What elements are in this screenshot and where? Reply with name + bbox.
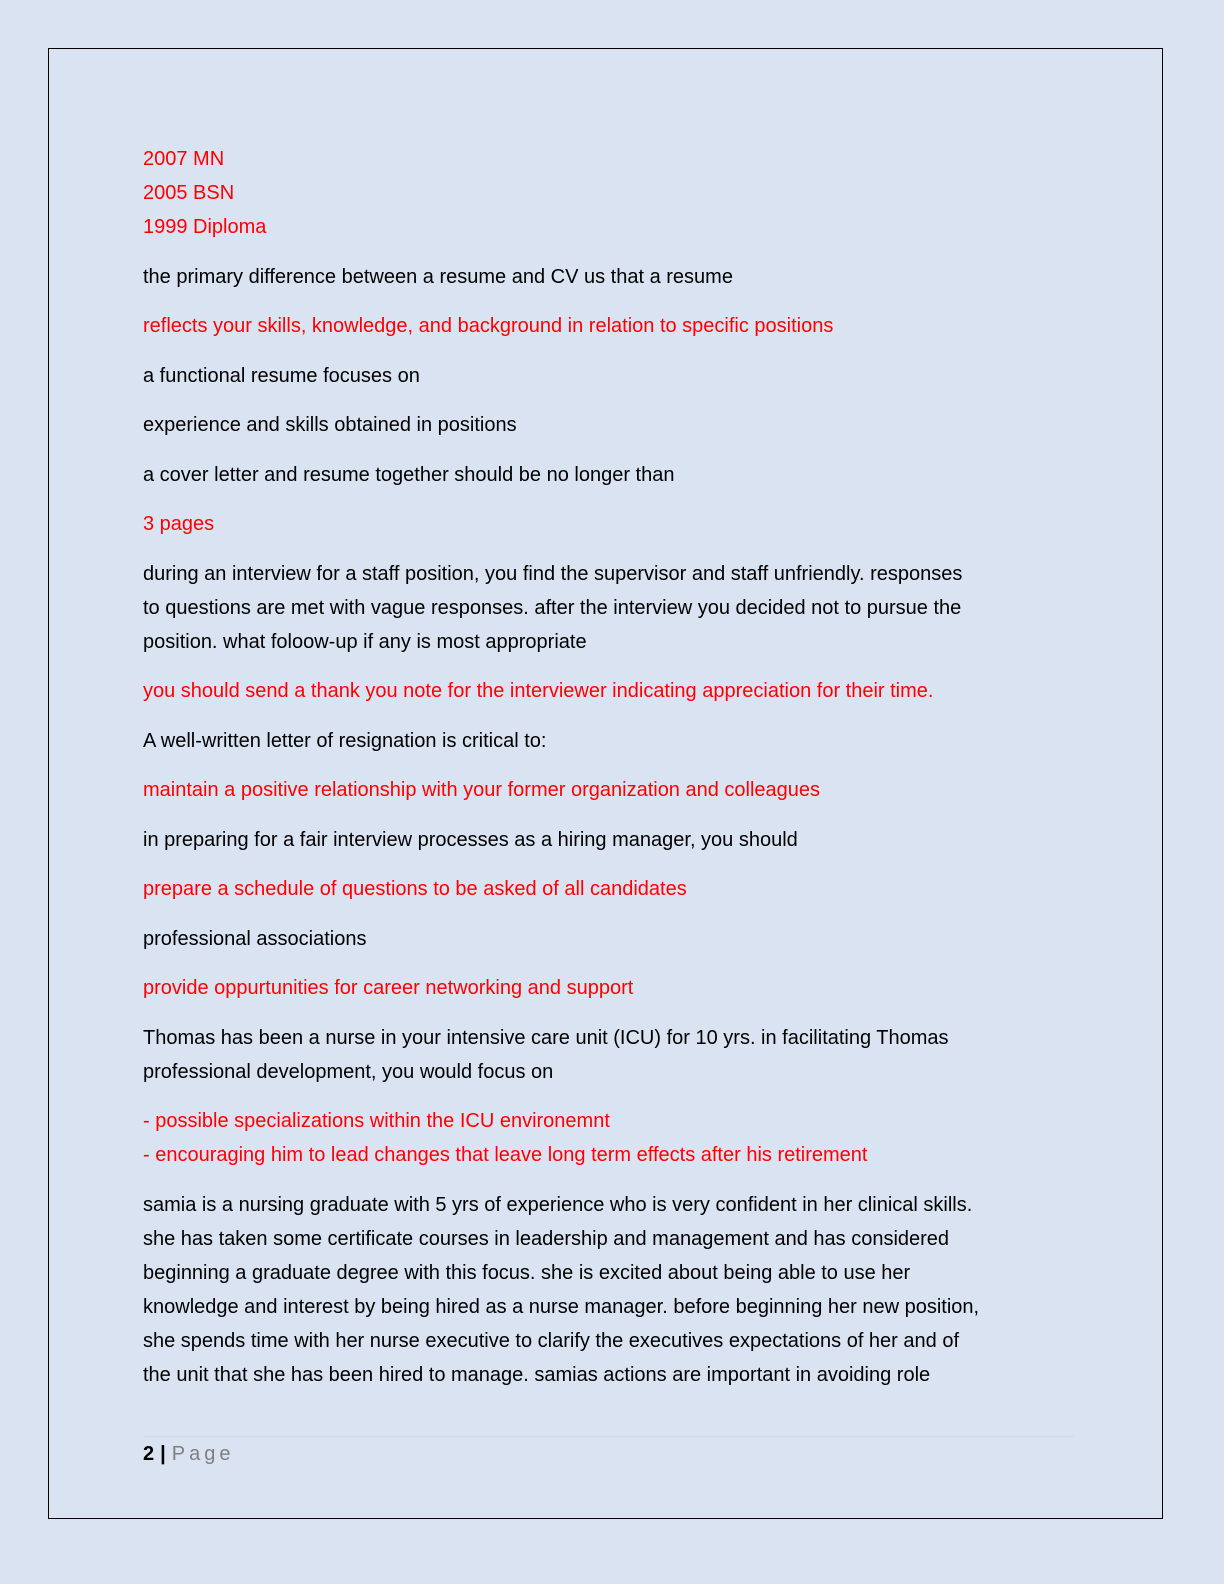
question-paragraph bbox=[143, 922, 1078, 956]
question-paragraph bbox=[143, 557, 1078, 659]
answer-paragraph bbox=[143, 773, 1078, 807]
text-line: - encouraging him to lead changes that leave long term effects after his retirement bbox=[143, 1144, 868, 1166]
question-paragraph bbox=[143, 260, 1078, 294]
text-line: 3 pages bbox=[143, 513, 215, 535]
question-paragraph bbox=[143, 458, 1078, 492]
text-line: a functional resume focuses on bbox=[143, 364, 420, 387]
page-footer bbox=[143, 1438, 234, 1470]
text-line: professional associations bbox=[143, 927, 367, 950]
text-line: professional development, you would focus on bbox=[143, 1060, 554, 1083]
question-paragraph bbox=[143, 724, 1078, 758]
text-line: - possible specializations within the ICU environemnt bbox=[143, 1110, 610, 1132]
text-line: position. what foloow-up if any is most appropriate bbox=[143, 630, 587, 653]
text-line: 2007 MN bbox=[143, 148, 225, 170]
question-paragraph bbox=[143, 1021, 1078, 1089]
question-paragraph bbox=[143, 408, 1078, 442]
answer-paragraph bbox=[143, 142, 1078, 244]
text-line: the unit that she has been hired to manage. samias actions are important in avoiding role bbox=[143, 1363, 931, 1386]
text-line: in preparing for a fair interview processes as a hiring manager, you should bbox=[143, 828, 798, 851]
text-line: A well-written letter of resignation is critical to: bbox=[143, 729, 547, 752]
text-line: 2005 BSN bbox=[143, 182, 235, 204]
text-line: she spends time with her nurse executive to clarify the executives expectations of her and of bbox=[143, 1329, 959, 1352]
answer-paragraph bbox=[143, 309, 1078, 343]
text-line: beginning a graduate degree with this focus. she is excited about being able to use her bbox=[143, 1261, 911, 1284]
answer-paragraph bbox=[143, 971, 1078, 1005]
text-line: during an interview for a staff position, you find the supervisor and staff unfriendly. responses bbox=[143, 562, 963, 585]
text-line: experience and skills obtained in positions bbox=[143, 414, 517, 436]
text-line: prepare a schedule of questions to be asked of all candidates bbox=[143, 878, 687, 900]
answer-paragraph bbox=[143, 507, 1078, 541]
answer-paragraph bbox=[143, 872, 1078, 906]
question-paragraph bbox=[143, 359, 1078, 393]
text-line: maintain a positive relationship with your former organization and colleagues bbox=[143, 779, 821, 801]
footer-separator: | bbox=[160, 1443, 166, 1465]
answer-paragraph bbox=[143, 1104, 1078, 1172]
text-line: a cover letter and resume together should be no longer than bbox=[143, 463, 675, 486]
text-line: Thomas has been a nurse in your intensive care unit (ICU) for 10 yrs. in facilitating Thomas bbox=[143, 1026, 949, 1049]
text-line: she has taken some certificate courses in leadership and management and has considered bbox=[143, 1227, 950, 1250]
page-label: Page bbox=[171, 1443, 235, 1465]
document-body bbox=[143, 142, 1078, 1407]
question-paragraph bbox=[143, 823, 1078, 857]
text-line: the primary difference between a resume and CV us that a resume bbox=[143, 265, 733, 288]
text-line: you should send a thank you note for the interviewer indicating appreciation for their time. bbox=[143, 680, 934, 702]
text-line: reflects your skills, knowledge, and background in relation to specific positions bbox=[143, 315, 834, 337]
answer-paragraph bbox=[143, 674, 1078, 708]
footer-divider bbox=[143, 1436, 1074, 1437]
question-paragraph bbox=[143, 1188, 1078, 1392]
text-line: provide oppurtunities for career networking and support bbox=[143, 977, 634, 999]
text-line: 1999 Diploma bbox=[143, 216, 267, 238]
page-number: 2 bbox=[143, 1443, 155, 1465]
text-line: knowledge and interest by being hired as a nurse manager. before beginning her new position, bbox=[143, 1295, 980, 1318]
text-line: samia is a nursing graduate with 5 yrs of experience who is very confident in her clinical skills. bbox=[143, 1193, 973, 1216]
text-line: to questions are met with vague responses. after the interview you decided not to pursue the bbox=[143, 596, 962, 619]
